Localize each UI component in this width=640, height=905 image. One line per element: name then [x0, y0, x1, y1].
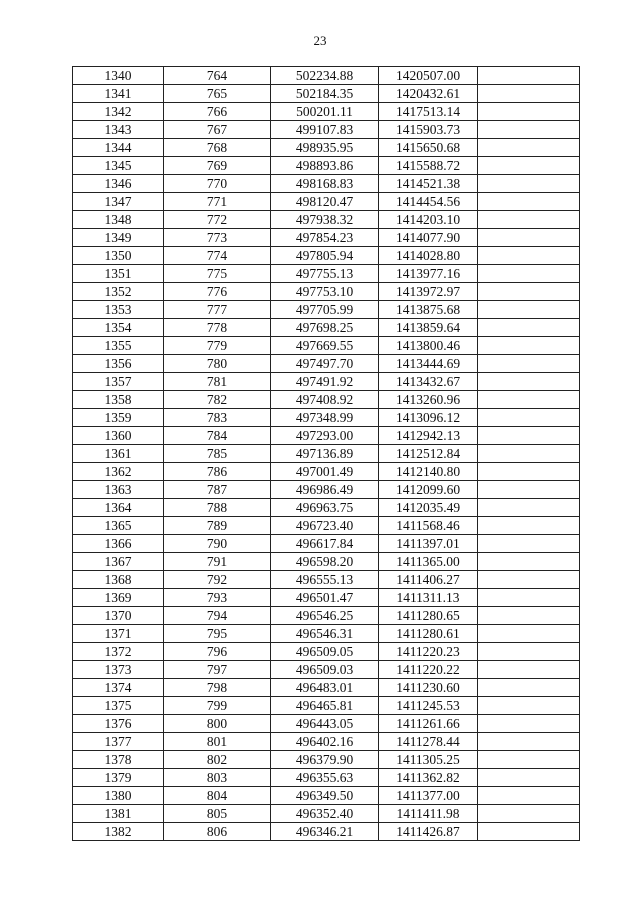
x-coordinate-cell: 496379.90: [271, 751, 379, 769]
x-coordinate-cell: 497854.23: [271, 229, 379, 247]
table-row: [73, 157, 580, 175]
table-row: [73, 589, 580, 607]
y-coordinate-cell: 1413972.97: [379, 283, 478, 301]
point-number-cell: 1360: [73, 427, 164, 445]
vertex-number-cell: 777: [164, 301, 271, 319]
vertex-number-cell: 790: [164, 535, 271, 553]
table-row: [73, 373, 580, 391]
x-coordinate-cell: 496349.50: [271, 787, 379, 805]
extra-cell: [478, 391, 580, 409]
y-coordinate-cell: 1417513.14: [379, 103, 478, 121]
vertex-number-cell: 780: [164, 355, 271, 373]
extra-cell: [478, 481, 580, 499]
point-number-cell: 1367: [73, 553, 164, 571]
x-coordinate-cell: 499107.83: [271, 121, 379, 139]
extra-cell: [478, 229, 580, 247]
point-number-cell: 1340: [73, 67, 164, 85]
vertex-number-cell: 766: [164, 103, 271, 121]
vertex-number-cell: 776: [164, 283, 271, 301]
extra-cell: [478, 517, 580, 535]
x-coordinate-cell: 497491.92: [271, 373, 379, 391]
point-number-cell: 1351: [73, 265, 164, 283]
table-row: [73, 517, 580, 535]
vertex-number-cell: 778: [164, 319, 271, 337]
x-coordinate-cell: 497293.00: [271, 427, 379, 445]
table-row: [73, 247, 580, 265]
vertex-number-cell: 799: [164, 697, 271, 715]
y-coordinate-cell: 1411245.53: [379, 697, 478, 715]
vertex-number-cell: 774: [164, 247, 271, 265]
vertex-number-cell: 771: [164, 193, 271, 211]
vertex-number-cell: 800: [164, 715, 271, 733]
x-coordinate-cell: 496346.21: [271, 823, 379, 841]
y-coordinate-cell: 1412942.13: [379, 427, 478, 445]
y-coordinate-cell: 1411377.00: [379, 787, 478, 805]
y-coordinate-cell: 1411362.82: [379, 769, 478, 787]
point-number-cell: 1374: [73, 679, 164, 697]
table-row: [73, 301, 580, 319]
y-coordinate-cell: 1411280.65: [379, 607, 478, 625]
vertex-number-cell: 785: [164, 445, 271, 463]
point-number-cell: 1345: [73, 157, 164, 175]
point-number-cell: 1357: [73, 373, 164, 391]
vertex-number-cell: 786: [164, 463, 271, 481]
vertex-number-cell: 787: [164, 481, 271, 499]
x-coordinate-cell: 496483.01: [271, 679, 379, 697]
table-row: [73, 805, 580, 823]
point-number-cell: 1370: [73, 607, 164, 625]
extra-cell: [478, 697, 580, 715]
y-coordinate-cell: 1412512.84: [379, 445, 478, 463]
extra-cell: [478, 607, 580, 625]
vertex-number-cell: 788: [164, 499, 271, 517]
x-coordinate-cell: 502234.88: [271, 67, 379, 85]
y-coordinate-cell: 1413859.64: [379, 319, 478, 337]
table-row: [73, 265, 580, 283]
extra-cell: [478, 643, 580, 661]
point-number-cell: 1380: [73, 787, 164, 805]
extra-cell: [478, 571, 580, 589]
y-coordinate-cell: 1420507.00: [379, 67, 478, 85]
table-row: [73, 445, 580, 463]
table-row: [73, 391, 580, 409]
y-coordinate-cell: 1413977.16: [379, 265, 478, 283]
point-number-cell: 1381: [73, 805, 164, 823]
vertex-number-cell: 794: [164, 607, 271, 625]
point-number-cell: 1369: [73, 589, 164, 607]
y-coordinate-cell: 1413432.67: [379, 373, 478, 391]
point-number-cell: 1382: [73, 823, 164, 841]
table-row: [73, 697, 580, 715]
table-row: [73, 193, 580, 211]
table-row: [73, 283, 580, 301]
y-coordinate-cell: 1414203.10: [379, 211, 478, 229]
x-coordinate-cell: 496509.03: [271, 661, 379, 679]
vertex-number-cell: 770: [164, 175, 271, 193]
table-row: [73, 319, 580, 337]
table-row: [73, 175, 580, 193]
x-coordinate-cell: 498120.47: [271, 193, 379, 211]
point-number-cell: 1352: [73, 283, 164, 301]
x-coordinate-cell: 497753.10: [271, 283, 379, 301]
extra-cell: [478, 157, 580, 175]
point-number-cell: 1359: [73, 409, 164, 427]
table-row: [73, 409, 580, 427]
x-coordinate-cell: 498168.83: [271, 175, 379, 193]
table-row: [73, 571, 580, 589]
extra-cell: [478, 409, 580, 427]
extra-cell: [478, 355, 580, 373]
vertex-number-cell: 769: [164, 157, 271, 175]
extra-cell: [478, 67, 580, 85]
table-row: [73, 427, 580, 445]
y-coordinate-cell: 1411411.98: [379, 805, 478, 823]
vertex-number-cell: 791: [164, 553, 271, 571]
point-number-cell: 1366: [73, 535, 164, 553]
extra-cell: [478, 427, 580, 445]
table-row: [73, 769, 580, 787]
y-coordinate-cell: 1420432.61: [379, 85, 478, 103]
vertex-number-cell: 803: [164, 769, 271, 787]
vertex-number-cell: 792: [164, 571, 271, 589]
extra-cell: [478, 265, 580, 283]
y-coordinate-cell: 1411397.01: [379, 535, 478, 553]
x-coordinate-cell: 496598.20: [271, 553, 379, 571]
y-coordinate-cell: 1411305.25: [379, 751, 478, 769]
extra-cell: [478, 445, 580, 463]
point-number-cell: 1350: [73, 247, 164, 265]
x-coordinate-cell: 496465.81: [271, 697, 379, 715]
extra-cell: [478, 589, 580, 607]
vertex-number-cell: 784: [164, 427, 271, 445]
point-number-cell: 1363: [73, 481, 164, 499]
x-coordinate-cell: 496546.31: [271, 625, 379, 643]
y-coordinate-cell: 1411568.46: [379, 517, 478, 535]
x-coordinate-cell: 496501.47: [271, 589, 379, 607]
x-coordinate-cell: 496986.49: [271, 481, 379, 499]
vertex-number-cell: 806: [164, 823, 271, 841]
vertex-number-cell: 793: [164, 589, 271, 607]
extra-cell: [478, 499, 580, 517]
x-coordinate-cell: 496546.25: [271, 607, 379, 625]
vertex-number-cell: 781: [164, 373, 271, 391]
x-coordinate-cell: 497136.89: [271, 445, 379, 463]
table-row: [73, 535, 580, 553]
y-coordinate-cell: 1415903.73: [379, 121, 478, 139]
x-coordinate-cell: 497669.55: [271, 337, 379, 355]
y-coordinate-cell: 1414028.80: [379, 247, 478, 265]
point-number-cell: 1364: [73, 499, 164, 517]
y-coordinate-cell: 1414077.90: [379, 229, 478, 247]
table-row: [73, 85, 580, 103]
table-row: [73, 661, 580, 679]
vertex-number-cell: 805: [164, 805, 271, 823]
x-coordinate-cell: 496443.05: [271, 715, 379, 733]
table-row: [73, 211, 580, 229]
vertex-number-cell: 798: [164, 679, 271, 697]
point-number-cell: 1341: [73, 85, 164, 103]
x-coordinate-cell: 497497.70: [271, 355, 379, 373]
y-coordinate-cell: 1413260.96: [379, 391, 478, 409]
point-number-cell: 1371: [73, 625, 164, 643]
point-number-cell: 1378: [73, 751, 164, 769]
y-coordinate-cell: 1413444.69: [379, 355, 478, 373]
point-number-cell: 1347: [73, 193, 164, 211]
table-row: [73, 679, 580, 697]
point-number-cell: 1355: [73, 337, 164, 355]
x-coordinate-cell: 496963.75: [271, 499, 379, 517]
point-number-cell: 1342: [73, 103, 164, 121]
table-row: [73, 643, 580, 661]
vertex-number-cell: 782: [164, 391, 271, 409]
extra-cell: [478, 283, 580, 301]
table-row: [73, 625, 580, 643]
point-number-cell: 1365: [73, 517, 164, 535]
y-coordinate-cell: 1415588.72: [379, 157, 478, 175]
vertex-number-cell: 795: [164, 625, 271, 643]
extra-cell: [478, 661, 580, 679]
x-coordinate-cell: 497348.99: [271, 409, 379, 427]
extra-cell: [478, 553, 580, 571]
table-row: [73, 607, 580, 625]
point-number-cell: 1354: [73, 319, 164, 337]
point-number-cell: 1376: [73, 715, 164, 733]
extra-cell: [478, 625, 580, 643]
x-coordinate-cell: 498935.95: [271, 139, 379, 157]
extra-cell: [478, 535, 580, 553]
point-number-cell: 1349: [73, 229, 164, 247]
y-coordinate-cell: 1411220.23: [379, 643, 478, 661]
table-row: [73, 787, 580, 805]
y-coordinate-cell: 1411406.27: [379, 571, 478, 589]
x-coordinate-cell: 502184.35: [271, 85, 379, 103]
y-coordinate-cell: 1412099.60: [379, 481, 478, 499]
vertex-number-cell: 768: [164, 139, 271, 157]
x-coordinate-cell: 497001.49: [271, 463, 379, 481]
vertex-number-cell: 775: [164, 265, 271, 283]
point-number-cell: 1361: [73, 445, 164, 463]
x-coordinate-cell: 496555.13: [271, 571, 379, 589]
x-coordinate-cell: 498893.86: [271, 157, 379, 175]
coordinates-table: [72, 66, 580, 841]
vertex-number-cell: 796: [164, 643, 271, 661]
y-coordinate-cell: 1411278.44: [379, 733, 478, 751]
y-coordinate-cell: 1415650.68: [379, 139, 478, 157]
extra-cell: [478, 211, 580, 229]
point-number-cell: 1373: [73, 661, 164, 679]
x-coordinate-cell: 496509.05: [271, 643, 379, 661]
extra-cell: [478, 373, 580, 391]
y-coordinate-cell: 1413875.68: [379, 301, 478, 319]
extra-cell: [478, 463, 580, 481]
table-row: [73, 751, 580, 769]
extra-cell: [478, 769, 580, 787]
vertex-number-cell: 764: [164, 67, 271, 85]
point-number-cell: 1344: [73, 139, 164, 157]
table-row: [73, 733, 580, 751]
extra-cell: [478, 787, 580, 805]
vertex-number-cell: 804: [164, 787, 271, 805]
point-number-cell: 1379: [73, 769, 164, 787]
y-coordinate-cell: 1411426.87: [379, 823, 478, 841]
page-number: 23: [313, 33, 327, 48]
point-number-cell: 1353: [73, 301, 164, 319]
extra-cell: [478, 805, 580, 823]
table-row: [73, 823, 580, 841]
vertex-number-cell: 783: [164, 409, 271, 427]
vertex-number-cell: 779: [164, 337, 271, 355]
y-coordinate-cell: 1412035.49: [379, 499, 478, 517]
point-number-cell: 1343: [73, 121, 164, 139]
point-number-cell: 1358: [73, 391, 164, 409]
table-row: [73, 337, 580, 355]
point-number-cell: 1362: [73, 463, 164, 481]
point-number-cell: 1356: [73, 355, 164, 373]
y-coordinate-cell: 1411230.60: [379, 679, 478, 697]
x-coordinate-cell: 497705.99: [271, 301, 379, 319]
y-coordinate-cell: 1411261.66: [379, 715, 478, 733]
extra-cell: [478, 85, 580, 103]
extra-cell: [478, 121, 580, 139]
table-row: [73, 355, 580, 373]
vertex-number-cell: 767: [164, 121, 271, 139]
extra-cell: [478, 301, 580, 319]
extra-cell: [478, 337, 580, 355]
extra-cell: [478, 175, 580, 193]
extra-cell: [478, 193, 580, 211]
vertex-number-cell: 789: [164, 517, 271, 535]
extra-cell: [478, 823, 580, 841]
table-row: [73, 229, 580, 247]
table-row: [73, 139, 580, 157]
x-coordinate-cell: 496723.40: [271, 517, 379, 535]
y-coordinate-cell: 1411220.22: [379, 661, 478, 679]
point-number-cell: 1346: [73, 175, 164, 193]
point-number-cell: 1348: [73, 211, 164, 229]
extra-cell: [478, 733, 580, 751]
y-coordinate-cell: 1411365.00: [379, 553, 478, 571]
vertex-number-cell: 797: [164, 661, 271, 679]
table-row: [73, 481, 580, 499]
extra-cell: [478, 139, 580, 157]
y-coordinate-cell: 1411280.61: [379, 625, 478, 643]
x-coordinate-cell: 496617.84: [271, 535, 379, 553]
vertex-number-cell: 801: [164, 733, 271, 751]
extra-cell: [478, 247, 580, 265]
x-coordinate-cell: 497805.94: [271, 247, 379, 265]
point-number-cell: 1372: [73, 643, 164, 661]
x-coordinate-cell: 496402.16: [271, 733, 379, 751]
vertex-number-cell: 765: [164, 85, 271, 103]
x-coordinate-cell: 497938.32: [271, 211, 379, 229]
table-row: [73, 67, 580, 85]
table-row: [73, 121, 580, 139]
table-row: [73, 715, 580, 733]
point-number-cell: 1377: [73, 733, 164, 751]
extra-cell: [478, 751, 580, 769]
y-coordinate-cell: 1413096.12: [379, 409, 478, 427]
extra-cell: [478, 319, 580, 337]
x-coordinate-cell: 497755.13: [271, 265, 379, 283]
table-row: [73, 553, 580, 571]
y-coordinate-cell: 1414454.56: [379, 193, 478, 211]
point-number-cell: 1375: [73, 697, 164, 715]
vertex-number-cell: 772: [164, 211, 271, 229]
extra-cell: [478, 715, 580, 733]
table-row: [73, 103, 580, 121]
y-coordinate-cell: 1411311.13: [379, 589, 478, 607]
x-coordinate-cell: 496355.63: [271, 769, 379, 787]
extra-cell: [478, 679, 580, 697]
table-row: [73, 499, 580, 517]
x-coordinate-cell: 497408.92: [271, 391, 379, 409]
extra-cell: [478, 103, 580, 121]
coordinates-table-body: [73, 67, 580, 841]
vertex-number-cell: 802: [164, 751, 271, 769]
y-coordinate-cell: 1413800.46: [379, 337, 478, 355]
x-coordinate-cell: 496352.40: [271, 805, 379, 823]
x-coordinate-cell: 497698.25: [271, 319, 379, 337]
vertex-number-cell: 773: [164, 229, 271, 247]
x-coordinate-cell: 500201.11: [271, 103, 379, 121]
y-coordinate-cell: 1412140.80: [379, 463, 478, 481]
y-coordinate-cell: 1414521.38: [379, 175, 478, 193]
point-number-cell: 1368: [73, 571, 164, 589]
table-row: [73, 463, 580, 481]
